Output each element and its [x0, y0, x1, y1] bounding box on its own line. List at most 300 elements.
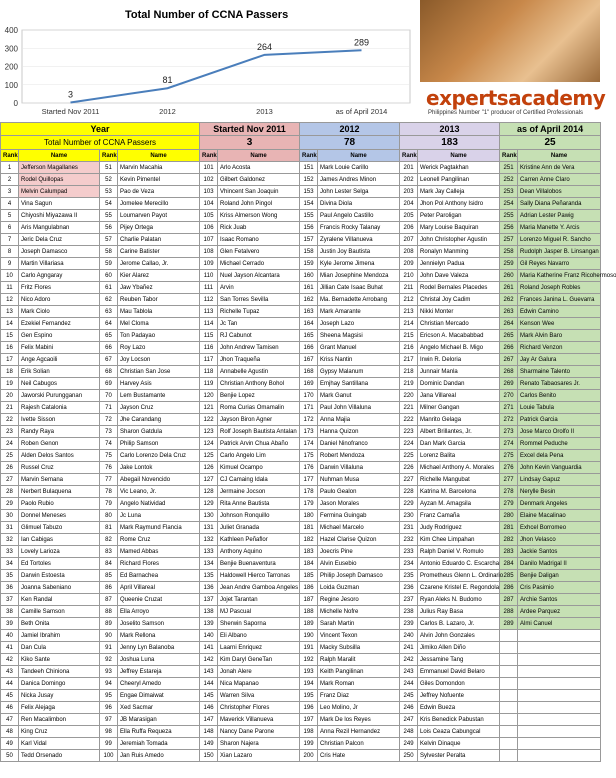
name-cell: Arlo Acosta — [218, 162, 300, 174]
rank-cell: 111 — [200, 282, 218, 294]
rank-cell: 119 — [200, 378, 218, 390]
year-header-row — [1, 123, 601, 136]
name-cell: Lem Bustamante — [118, 390, 200, 402]
rank-cell: 43 — [1, 666, 19, 678]
rank-cell: 175 — [300, 450, 318, 462]
name-cell: Mark Amarante — [318, 306, 400, 318]
rank-cell: 23 — [1, 426, 19, 438]
name-cell: Milner Gangan — [418, 402, 500, 414]
name-cell: Gen Espino — [19, 330, 100, 342]
rank-cell: 47 — [1, 714, 19, 726]
name-cell: Paulo Gealon — [318, 486, 400, 498]
name-cell: Michael Anthony A. Morales — [418, 462, 500, 474]
name-cell: Chiyoshi Miyazawa II — [19, 210, 100, 222]
name-cell: Julius Ray Basa — [418, 606, 500, 618]
rank-cell: 218 — [400, 366, 418, 378]
chart-title: Total Number of CCNA Passers — [125, 9, 289, 21]
rank-cell: 211 — [400, 282, 418, 294]
rank-cell: 222 — [400, 414, 418, 426]
rank-cell: 97 — [100, 714, 118, 726]
name-cell: Jose Marco Orolfo II — [518, 426, 601, 438]
name-cell: Darwin Villaluna — [318, 462, 400, 474]
rank-cell: 86 — [100, 582, 118, 594]
name-cell: Regine Jesoro — [318, 594, 400, 606]
name-cell: John Andrew Tamisen — [218, 342, 300, 354]
rank-cell: 51 — [100, 162, 118, 174]
rank-cell: 71 — [100, 402, 118, 414]
name-cell: Joshua Luna — [118, 654, 200, 666]
name-cell: Rodel Quillopas — [19, 174, 100, 186]
rank-cell: 237 — [400, 594, 418, 606]
rank-cell: 232 — [400, 534, 418, 546]
name-cell: Emjhay Santillana — [318, 378, 400, 390]
rank-cell: 74 — [100, 438, 118, 450]
rank-cell: 192 — [300, 654, 318, 666]
name-cell: Benjie Daligan — [518, 570, 601, 582]
name-cell: Karl Vidal — [19, 738, 100, 750]
rank-cell: 117 — [200, 354, 218, 366]
name-cell: Vina Sagun — [19, 198, 100, 210]
name-cell: Richelle Tupaz — [218, 306, 300, 318]
name-cell: Ivette Sisson — [19, 414, 100, 426]
rank-cell: 241 — [400, 642, 418, 654]
name-cell: Alvin Eusebio — [318, 558, 400, 570]
table-row — [1, 618, 601, 630]
name-cell: Joseph Lazo — [318, 318, 400, 330]
y-tick-label: 200 — [4, 62, 18, 72]
name-cell: Jillian Cate Isaac Buhat — [318, 282, 400, 294]
name-cell: Mark Ganut — [318, 390, 400, 402]
rank-cell: 58 — [100, 246, 118, 258]
rank-cell: 113 — [200, 306, 218, 318]
rank-cell: 172 — [300, 414, 318, 426]
name-cell: Melvin Calumpad — [19, 186, 100, 198]
rank-cell: 53 — [100, 186, 118, 198]
rank-cell: 104 — [200, 198, 218, 210]
name-cell — [518, 678, 601, 690]
rank-cell: 188 — [300, 606, 318, 618]
name-cell: Kier Alarez — [118, 270, 200, 282]
rank-cell: 194 — [300, 678, 318, 690]
name-cell: Edwin Bueza — [418, 702, 500, 714]
name-cell: Maria Manette Y. Arcis — [518, 222, 601, 234]
rank-cell: 39 — [1, 618, 19, 630]
name-cell: Dan Mark Garcia — [418, 438, 500, 450]
rank-cell: 221 — [400, 402, 418, 414]
name-cell: Richard Venzon — [518, 342, 601, 354]
name-cell: Peter Paroligan — [418, 210, 500, 222]
name-cell: Jhe Carandang — [118, 414, 200, 426]
rank-cell: 138 — [200, 606, 218, 618]
rank-cell: 87 — [100, 594, 118, 606]
rank-cell: 9 — [1, 258, 19, 270]
rank-cell — [500, 678, 518, 690]
name-cell: Felix Alejaga — [19, 702, 100, 714]
name-cell: Jeric Dela Cruz — [19, 234, 100, 246]
name-cell: Joanna Sabeniano — [19, 582, 100, 594]
name-cell: Leo Molino, Jr — [318, 702, 400, 714]
rank-cell: 281 — [500, 522, 518, 534]
rank-cell: 70 — [100, 390, 118, 402]
name-cell: Jean Andre Gamboa Angeles — [218, 582, 300, 594]
name-cell: Francis Rocky Talanay — [318, 222, 400, 234]
name-cell: Sally Diana Peñaranda — [518, 198, 601, 210]
rank-cell: 78 — [100, 486, 118, 498]
name-cell: Angelo Michael B. Migo — [418, 342, 500, 354]
table-row — [1, 654, 601, 666]
rank-cell: 154 — [300, 198, 318, 210]
rank-cell: 110 — [200, 270, 218, 282]
rank-cell: 288 — [500, 606, 518, 618]
brand-photo — [420, 0, 600, 82]
passers-table — [0, 122, 616, 762]
name-cell: Kris Benedick Pabustan — [418, 714, 500, 726]
name-cell: Mel Cloma — [118, 318, 200, 330]
rank-cell: 50 — [1, 750, 19, 762]
name-cell: Juliet Granada — [218, 522, 300, 534]
rank-cell: 25 — [1, 450, 19, 462]
name-cell: Leonell Pangilinan — [418, 174, 500, 186]
name-cell: Nuhman Musa — [318, 474, 400, 486]
rank-cell: 89 — [100, 618, 118, 630]
table-row — [1, 318, 601, 330]
name-cell: Tedd Orsenado — [19, 750, 100, 762]
rank-cell: 247 — [400, 714, 418, 726]
rank-cell: 157 — [300, 234, 318, 246]
rank-cell: 132 — [200, 534, 218, 546]
rank-cell: 83 — [100, 546, 118, 558]
name-cell: Warren Silva — [218, 690, 300, 702]
name-cell: Vic Leano, Jr. — [118, 486, 200, 498]
name-cell: Isaac Romano — [218, 234, 300, 246]
total-2011: 3 — [200, 136, 300, 150]
name-cell: Franz Camaña — [418, 510, 500, 522]
rank-cell: 213 — [400, 306, 418, 318]
rank-cell: 133 — [200, 546, 218, 558]
table-row — [1, 726, 601, 738]
name-cell: Xian Lazaro — [218, 750, 300, 762]
table-row — [1, 462, 601, 474]
name-cell: Vhincent San Joaquin — [218, 186, 300, 198]
rank-cell: 259 — [500, 258, 518, 270]
name-cell — [518, 642, 601, 654]
rank-cell: 141 — [200, 642, 218, 654]
rank-cell — [500, 726, 518, 738]
rank-cell: 127 — [200, 474, 218, 486]
rank-cell: 173 — [300, 426, 318, 438]
ccna-passers-chart — [0, 0, 420, 122]
name-cell: Katrina M. Barcelona — [418, 486, 500, 498]
brand-banner — [420, 0, 606, 122]
rank-cell: 85 — [100, 570, 118, 582]
rank-cell: 142 — [200, 654, 218, 666]
rank-cell: 248 — [400, 726, 418, 738]
name-cell: Ian Cabigas — [19, 534, 100, 546]
y-tick-label: 0 — [13, 99, 18, 108]
name-cell: Maria Katherine Franz Ricohermoso — [518, 270, 601, 282]
rank-cell: 209 — [400, 258, 418, 270]
name-cell: Rome Cruz — [118, 534, 200, 546]
rank-cell: 81 — [100, 522, 118, 534]
rank-cell: 136 — [200, 582, 218, 594]
name-cell: Erik Solian — [19, 366, 100, 378]
table-row — [1, 366, 601, 378]
name-cell: Keith Pangilinan — [318, 666, 400, 678]
rank-cell: 72 — [100, 414, 118, 426]
rank-cell: 46 — [1, 702, 19, 714]
rank-cell: 219 — [400, 378, 418, 390]
name-cell: Charlie Palatan — [118, 234, 200, 246]
name-cell: James Andres Minon — [318, 174, 400, 186]
rank-cell: 193 — [300, 666, 318, 678]
rank-cell: 109 — [200, 258, 218, 270]
name-cell: Loumarven Payot — [118, 210, 200, 222]
rank-cell: 244 — [400, 678, 418, 690]
name-cell: Michael Cerrado — [218, 258, 300, 270]
rank-cell: 160 — [300, 270, 318, 282]
rank-cell: 271 — [500, 402, 518, 414]
rank-cell: 33 — [1, 546, 19, 558]
rank-cell: 128 — [200, 486, 218, 498]
name-cell: Engae Dimaiwat — [118, 690, 200, 702]
rank-cell: 120 — [200, 390, 218, 402]
name-cell: Ma. Bernadette Arrobang — [318, 294, 400, 306]
rank-cell: 236 — [400, 582, 418, 594]
rank-cell: 63 — [100, 306, 118, 318]
name-cell: Paul John Villaluna — [318, 402, 400, 414]
name-cell: Jeffrey Nofuente — [418, 690, 500, 702]
rank-cell: 159 — [300, 258, 318, 270]
name-cell: Elaine Macalinao — [518, 510, 601, 522]
rank-cell: 135 — [200, 570, 218, 582]
rank-cell: 282 — [500, 534, 518, 546]
name-cell: Reuben Tabor — [118, 294, 200, 306]
table-row — [1, 666, 601, 678]
name-cell: Sharon Gatdula — [118, 426, 200, 438]
rank-cell: 124 — [200, 438, 218, 450]
rank-cell: 191 — [300, 642, 318, 654]
rank-cell: 49 — [1, 738, 19, 750]
rank-cell: 137 — [200, 594, 218, 606]
name-cell: Jaworski Purungganan — [19, 390, 100, 402]
rank-cell: 167 — [300, 354, 318, 366]
rank-cell: 239 — [400, 618, 418, 630]
name-cell: Jackie Santos — [518, 546, 601, 558]
name-column-header: Name — [518, 150, 601, 162]
rank-cell: 260 — [500, 270, 518, 282]
name-cell: Carlo Lorenzo Dela Cruz — [118, 450, 200, 462]
col-header-2013: 2013 — [400, 123, 500, 136]
table-row — [1, 546, 601, 558]
table-row — [1, 486, 601, 498]
name-cell: Prometheus Glenn L. Ordinario — [418, 570, 500, 582]
rank-cell: 267 — [500, 354, 518, 366]
rank-cell: 149 — [200, 738, 218, 750]
rank-cell: 217 — [400, 354, 418, 366]
name-cell: Kelvin Dinaque — [418, 738, 500, 750]
rank-cell: 214 — [400, 318, 418, 330]
name-cell: Gil Reyes Navarro — [518, 258, 601, 270]
rank-cell: 21 — [1, 402, 19, 414]
name-cell: Mark Jay Calleja — [418, 186, 500, 198]
table-row — [1, 678, 601, 690]
rank-cell: 126 — [200, 462, 218, 474]
name-cell: Roy Lazo — [118, 342, 200, 354]
rank-cell: 143 — [200, 666, 218, 678]
name-cell: Jhon Velasco — [518, 534, 601, 546]
name-cell: Ralph Daniel V. Romulo — [418, 546, 500, 558]
rank-cell: 250 — [400, 750, 418, 762]
name-cell: Rodel Bernales Placedes — [418, 282, 500, 294]
name-cell: Anna Rezil Hernandez — [318, 726, 400, 738]
rank-cell: 243 — [400, 666, 418, 678]
rank-cell: 189 — [300, 618, 318, 630]
rank-cell: 269 — [500, 378, 518, 390]
name-cell: Jenny Lyn Balanoba — [118, 642, 200, 654]
name-cell: Rick Juab — [218, 222, 300, 234]
name-cell: Sharon Najera — [218, 738, 300, 750]
rank-cell: 14 — [1, 318, 19, 330]
rank-cell: 8 — [1, 246, 19, 258]
table-row — [1, 186, 601, 198]
rank-column-header: Rank — [500, 150, 518, 162]
name-cell: Cris Hate — [318, 750, 400, 762]
rank-cell: 131 — [200, 522, 218, 534]
table-row — [1, 498, 601, 510]
name-cell: Cris Pasimio — [518, 582, 601, 594]
rank-cell: 22 — [1, 414, 19, 426]
table-row — [1, 582, 601, 594]
rank-cell: 151 — [300, 162, 318, 174]
rank-cell: 38 — [1, 606, 19, 618]
name-cell: Jennielyn Padua — [418, 258, 500, 270]
rank-cell: 181 — [300, 522, 318, 534]
rank-cell: 205 — [400, 210, 418, 222]
name-cell: Mark Louie Carillo — [318, 162, 400, 174]
table-row — [1, 414, 601, 426]
table-row — [1, 210, 601, 222]
name-cell: Tandeeh Chiniona — [19, 666, 100, 678]
name-cell: Sherwin Saporna — [218, 618, 300, 630]
rank-cell: 84 — [100, 558, 118, 570]
rank-cell: 15 — [1, 330, 19, 342]
table-row — [1, 702, 601, 714]
table-row — [1, 354, 601, 366]
rank-cell: 3 — [1, 186, 19, 198]
rank-cell: 163 — [300, 306, 318, 318]
rank-cell: 102 — [200, 174, 218, 186]
name-cell: Glimuel Tabuzo — [19, 522, 100, 534]
rank-cell: 122 — [200, 414, 218, 426]
name-cell: Ella Ruffa Requeza — [118, 726, 200, 738]
name-cell: Emmanuel David Belaro — [418, 666, 500, 678]
name-cell: Nicka Jusay — [19, 690, 100, 702]
name-cell: Anna Majia — [318, 414, 400, 426]
name-cell: Dean Villalobos — [518, 186, 601, 198]
rank-cell: 112 — [200, 294, 218, 306]
rank-cell: 198 — [300, 726, 318, 738]
name-cell: Nerbert Bulaquena — [19, 486, 100, 498]
rank-cell: 272 — [500, 414, 518, 426]
total-2012: 78 — [300, 136, 400, 150]
name-cell: Eli Albano — [218, 630, 300, 642]
name-cell: John Christopher Agustin — [418, 234, 500, 246]
name-cell: Archie Santos — [518, 594, 601, 606]
table-row — [1, 162, 601, 174]
name-cell: Kevin Pimentel — [118, 174, 200, 186]
rank-cell: 279 — [500, 498, 518, 510]
name-cell: Mark De los Reyes — [318, 714, 400, 726]
rank-cell: 27 — [1, 474, 19, 486]
table-row — [1, 378, 601, 390]
rank-cell: 235 — [400, 570, 418, 582]
rank-cell: 100 — [100, 750, 118, 762]
rank-cell: 187 — [300, 594, 318, 606]
name-cell — [518, 666, 601, 678]
name-cell: John Dave Valeza — [418, 270, 500, 282]
name-cell: Danica Domingo — [19, 678, 100, 690]
rank-cell: 158 — [300, 246, 318, 258]
name-cell: Mark Rellona — [118, 630, 200, 642]
name-cell: Jay Ar Galura — [518, 354, 601, 366]
name-cell: Jhon Pol Anthony Isidro — [418, 198, 500, 210]
name-cell: Martin Villariasa — [19, 258, 100, 270]
name-cell: John Lester Selga — [318, 186, 400, 198]
name-cell: RJ Cabunot — [218, 330, 300, 342]
name-cell: Ezekiel Fernandez — [19, 318, 100, 330]
rank-cell: 40 — [1, 630, 19, 642]
table-row — [1, 198, 601, 210]
table-row — [1, 714, 601, 726]
table-row — [1, 594, 601, 606]
name-cell: Ayzan M. Amagsila — [418, 498, 500, 510]
name-cell: Randy Raya — [19, 426, 100, 438]
rank-cell: 268 — [500, 366, 518, 378]
name-cell: Ericson A. Macababbad — [418, 330, 500, 342]
rank-cell: 220 — [400, 390, 418, 402]
name-cell: Daniel Ninofranco — [318, 438, 400, 450]
name-cell — [518, 630, 601, 642]
name-cell: MJ Pascual — [218, 606, 300, 618]
name-cell — [518, 654, 601, 666]
name-cell: Macky Subsilla — [318, 642, 400, 654]
rank-cell: 118 — [200, 366, 218, 378]
name-cell: Alden Delos Santos — [19, 450, 100, 462]
rank-cell: 201 — [400, 162, 418, 174]
table-row — [1, 558, 601, 570]
chart-axes — [5, 26, 410, 116]
name-cell: Christopher Flores — [218, 702, 300, 714]
name-cell: Nico Adoro — [19, 294, 100, 306]
brand-tagline: Philippines Number "1" producer of Certified Professionals — [428, 110, 584, 116]
rank-cell: 91 — [100, 642, 118, 654]
table-row — [1, 270, 601, 282]
name-cell: Carine Batister — [118, 246, 200, 258]
table-row — [1, 642, 601, 654]
name-cell: Queenie Cruzat — [118, 594, 200, 606]
rank-cell: 240 — [400, 630, 418, 642]
table-row — [1, 510, 601, 522]
table-row — [1, 438, 601, 450]
name-cell: Donnel Meneses — [19, 510, 100, 522]
rank-cell: 147 — [200, 714, 218, 726]
name-cell: Nikki Monter — [418, 306, 500, 318]
rank-cell: 4 — [1, 198, 19, 210]
rank-cell: 202 — [400, 174, 418, 186]
rank-cell: 140 — [200, 630, 218, 642]
name-cell: Christal Joy Cadim — [418, 294, 500, 306]
name-cell: Lois Ceaza Cabungcal — [418, 726, 500, 738]
